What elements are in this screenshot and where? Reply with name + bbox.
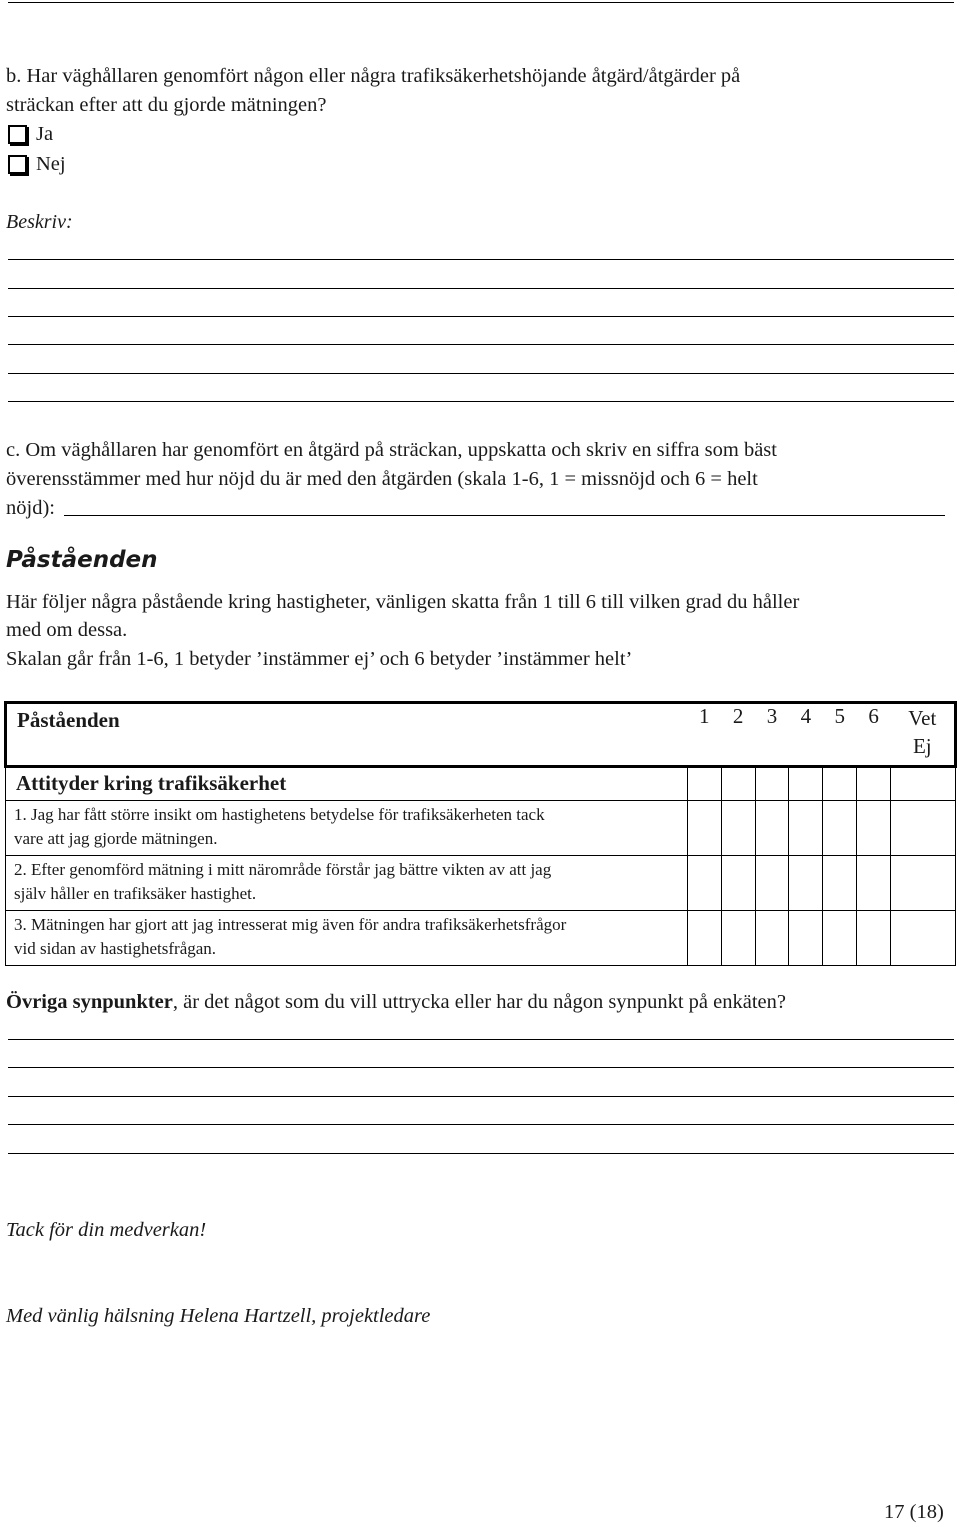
statement-1-line2: vare att jag gjorde mätningen. — [14, 829, 218, 848]
answer-line[interactable] — [8, 344, 954, 345]
scale-header-2: 2 — [721, 703, 755, 767]
other-comments-rest: , är det något som du vill uttrycka eller har du någon synpunkt på enkäten? — [172, 991, 786, 1013]
answer-line[interactable] — [8, 316, 954, 317]
header-cell — [6, 703, 688, 767]
rating-cell[interactable] — [823, 856, 857, 911]
scale-header-dont-know — [891, 703, 956, 767]
rating-cell[interactable] — [687, 801, 721, 856]
table-row — [6, 856, 956, 911]
rating-cell[interactable] — [755, 911, 789, 966]
comment-line[interactable] — [8, 1124, 954, 1125]
statement-2-line2: själv håller en trafiksäker hastighet. — [14, 884, 257, 903]
statement-text — [6, 856, 687, 910]
table-row — [6, 801, 956, 856]
rating-cell[interactable] — [857, 911, 891, 966]
rating-cell[interactable] — [755, 767, 789, 801]
describe-label: Beskriv: — [6, 211, 73, 233]
rating-cell[interactable] — [789, 767, 823, 801]
statement-2-line1: 2. Efter genomförd mätning i mitt närområde förstår jag bättre vikten av att jag — [14, 860, 552, 879]
statements-table — [4, 701, 957, 966]
question-c-line2: överensstämmer med hur nöjd du är med den åtgärden (skala 1-6, 1 = missnöjd och 6 = helt — [6, 468, 758, 490]
statement-text — [6, 801, 687, 855]
scale-header-5: 5 — [823, 703, 857, 767]
statements-intro-line1: Här följer några påstående kring hastigheter, vänligen skatta från 1 till 6 till vilken grad du håller — [6, 591, 800, 613]
answer-line[interactable] — [8, 401, 954, 402]
rating-cell[interactable] — [755, 856, 789, 911]
checkbox-icon[interactable] — [8, 125, 27, 144]
checkbox-icon[interactable] — [8, 155, 27, 174]
rating-cell[interactable] — [891, 767, 956, 801]
question-c-line3: nöjd): — [6, 497, 55, 519]
statement-cell — [6, 801, 688, 856]
category-label: Attityder kring trafiksäkerhet — [16, 771, 287, 795]
option-nej-label: Nej — [36, 153, 66, 175]
rating-cell[interactable] — [823, 801, 857, 856]
rating-cell[interactable] — [789, 856, 823, 911]
scale-header-1: 1 — [687, 703, 721, 767]
rating-cell[interactable] — [721, 911, 755, 966]
statement-3-line1: 3. Mätningen har gjort att jag intresserat mig även för andra trafiksäkerhetsfrågor — [14, 915, 567, 934]
option-ja[interactable] — [8, 120, 53, 148]
category-cell — [6, 767, 688, 801]
answer-line[interactable] — [8, 259, 954, 260]
statements-heading: Påståenden — [6, 547, 158, 573]
answer-line[interactable] — [8, 373, 954, 374]
other-comments-question — [6, 988, 786, 1016]
rating-cell[interactable] — [823, 911, 857, 966]
page-number: 17 (18) — [884, 1501, 944, 1523]
statement-cell — [6, 911, 688, 966]
question-c-line1: c. Om väghållaren har genomfört en åtgärd på sträckan, uppskatta och skriv en siffra som bäst — [6, 439, 777, 461]
rating-cell[interactable] — [857, 801, 891, 856]
rating-cell[interactable] — [823, 767, 857, 801]
thanks-text: Tack för din medverkan! — [6, 1219, 207, 1241]
rating-cell[interactable] — [721, 767, 755, 801]
option-nej[interactable] — [8, 150, 66, 178]
rating-cell[interactable] — [891, 856, 956, 911]
statement-cell — [6, 856, 688, 911]
table-header-row — [6, 703, 956, 767]
rating-cell[interactable] — [789, 801, 823, 856]
comment-line[interactable] — [8, 1039, 954, 1040]
category-row — [6, 767, 956, 801]
option-ja-label: Ja — [36, 123, 54, 145]
scale-header-4: 4 — [789, 703, 823, 767]
rating-cell[interactable] — [857, 767, 891, 801]
statement-1-line1: 1. Jag har fått större insikt om hastighetens betydelse för trafiksäkerheten tack — [14, 805, 545, 824]
answer-line[interactable] — [8, 288, 954, 289]
scale-note: Skalan går från 1-6, 1 betyder ’instämmer ej’ och 6 betyder ’instämmer helt’ — [6, 648, 633, 670]
table-header-label: Påståenden — [17, 708, 120, 732]
rating-cell[interactable] — [721, 801, 755, 856]
rating-cell[interactable] — [789, 911, 823, 966]
question-b-line2: sträckan efter att du gjorde mätningen? — [6, 94, 327, 116]
top-rule — [8, 2, 954, 3]
other-comments-bold: Övriga synpunkter — [6, 991, 173, 1013]
comment-line[interactable] — [8, 1096, 954, 1097]
comment-line[interactable] — [8, 1153, 954, 1154]
rating-cell[interactable] — [857, 856, 891, 911]
rating-cell[interactable] — [755, 801, 789, 856]
comment-line[interactable] — [8, 1067, 954, 1068]
table-row — [6, 911, 956, 966]
dont-know-line2: Ej — [912, 734, 932, 758]
rating-cell[interactable] — [721, 856, 755, 911]
rating-cell[interactable] — [687, 911, 721, 966]
signature-text: Med vänlig hälsning Helena Hartzell, projektledare — [6, 1305, 431, 1327]
rating-cell[interactable] — [891, 801, 956, 856]
statement-3-line2: vid sidan av hastighetsfrågan. — [14, 939, 217, 958]
scale-header-3: 3 — [755, 703, 789, 767]
statements-intro-line2: med om dessa. — [6, 619, 128, 641]
rating-cell[interactable] — [687, 856, 721, 911]
dont-know-line1: Vet — [908, 706, 937, 730]
rating-cell[interactable] — [687, 767, 721, 801]
rating-answer-line[interactable] — [64, 515, 945, 516]
question-b-line1: b. Har väghållaren genomfört någon eller några trafiksäkerhetshöjande åtgärd/åtgärder på — [6, 65, 741, 87]
statement-text — [6, 911, 687, 965]
scale-header-6: 6 — [857, 703, 891, 767]
rating-cell[interactable] — [891, 911, 956, 966]
